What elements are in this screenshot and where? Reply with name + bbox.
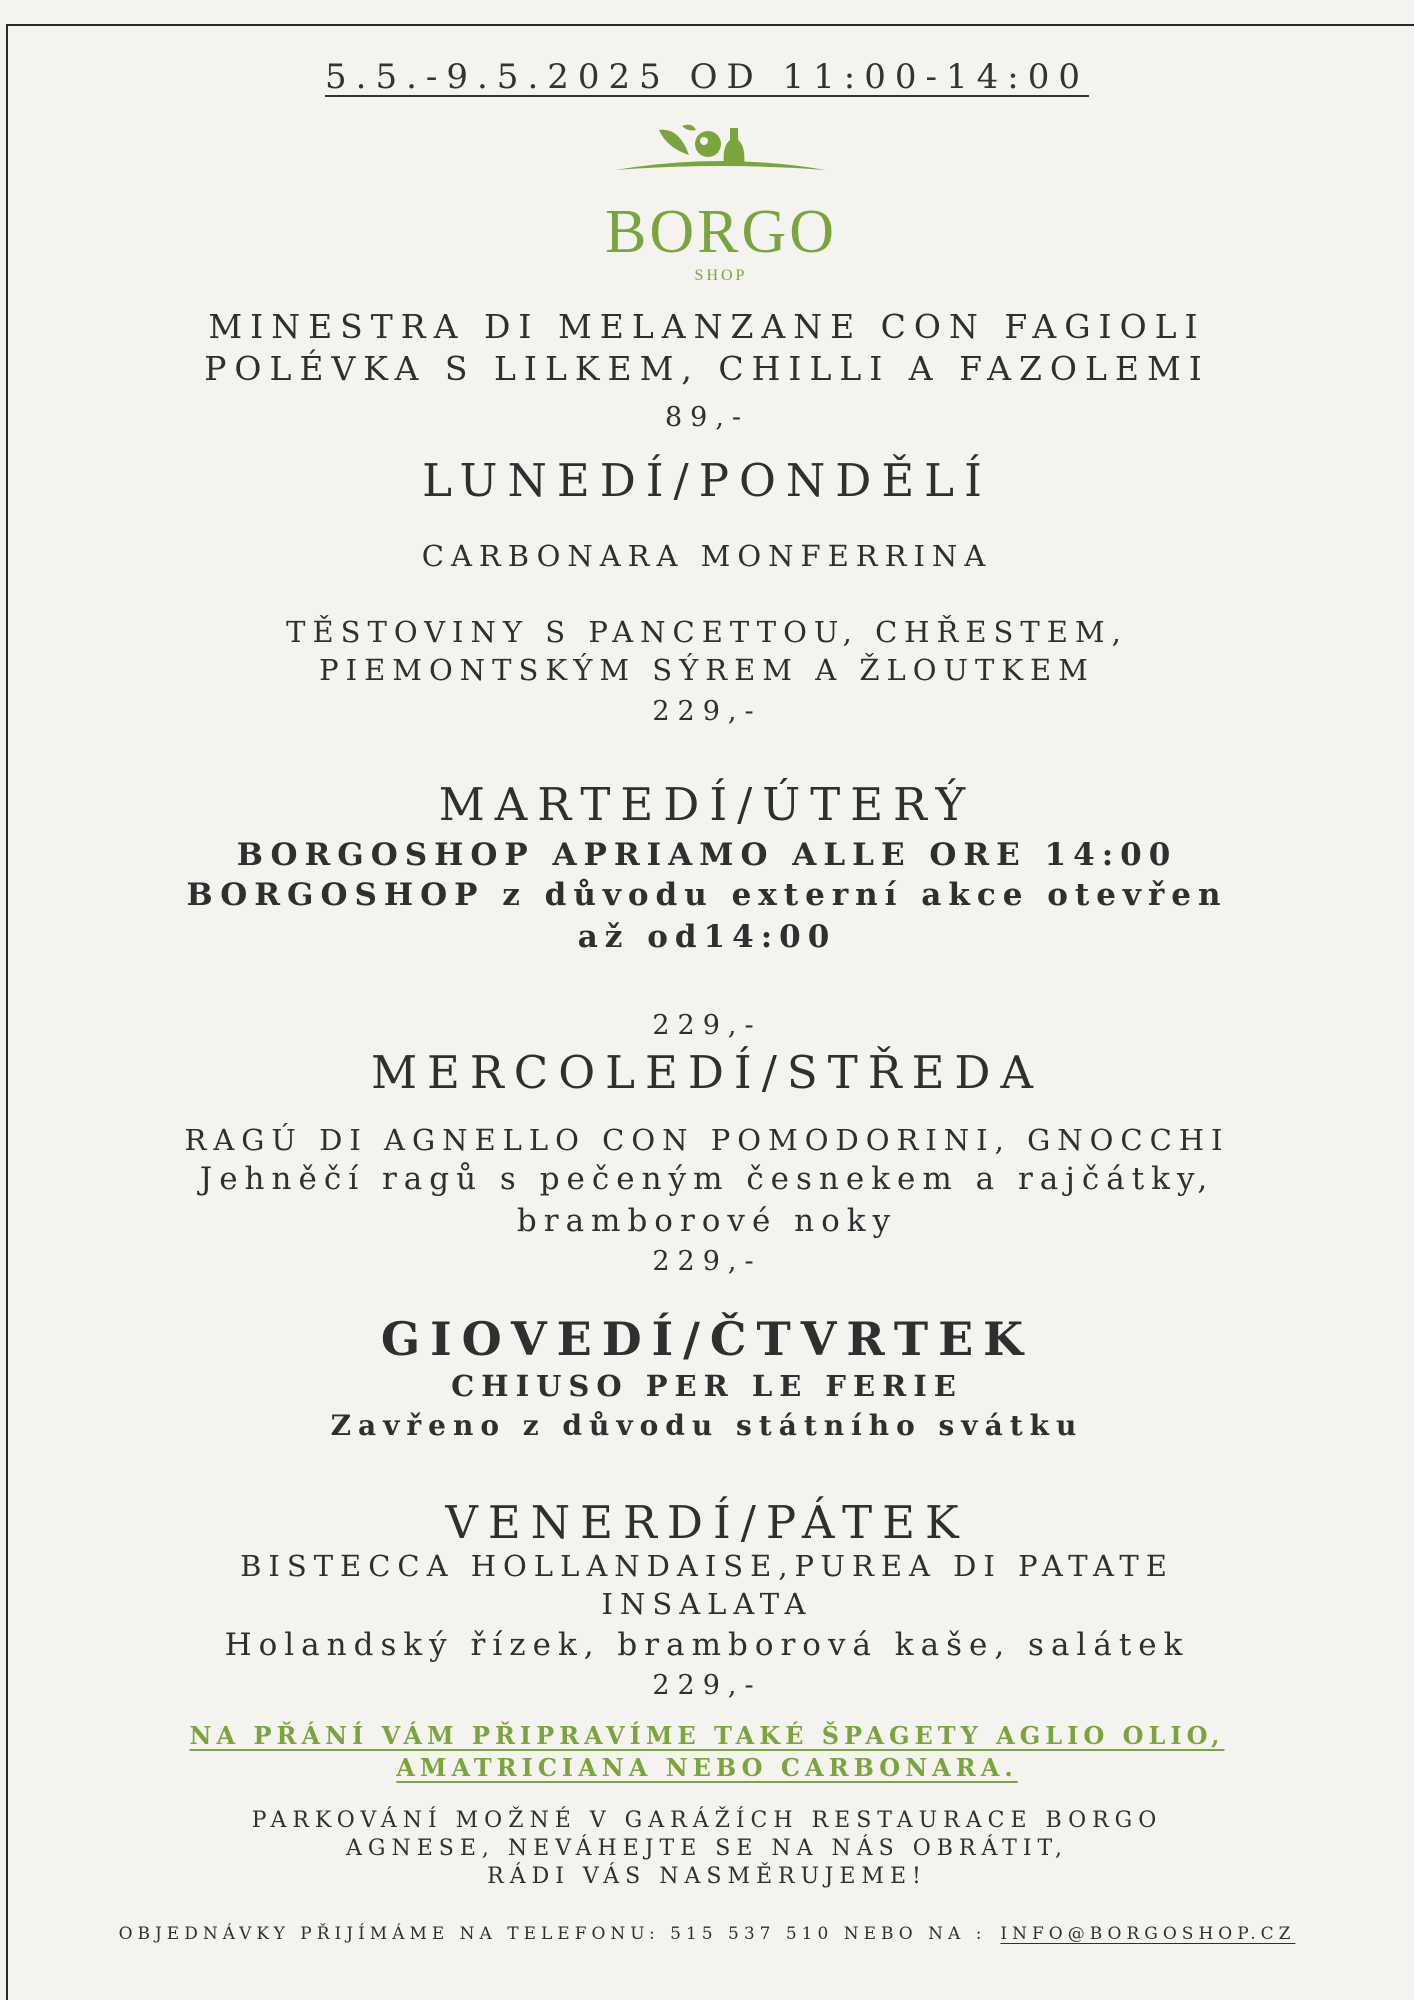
- monday-dish-it: CARBONARA MONFERRINA: [421, 539, 993, 573]
- logo-brand-text: BORGO: [604, 198, 838, 266]
- thursday-note-it: CHIUSO PER LE FERIE: [451, 1369, 963, 1403]
- friday-heading: VENERDÍ/PÁTEK: [445, 1496, 969, 1549]
- tuesday-note-cz-2: až od14:00: [577, 919, 837, 955]
- wednesday-dish-cz-1: Jehněčí ragů s pečeným česnekem a rajčátky,: [199, 1161, 1215, 1197]
- monday-dish-cz-2: PIEMONTSKÝM SÝREM A ŽLOUTKEM: [319, 653, 1095, 687]
- tuesday-heading: MARTEDÍ/ÚTERÝ: [438, 778, 976, 831]
- wednesday-dish-cz-2: bramborové noky: [516, 1203, 898, 1239]
- order-contact-line: [0, 1926, 1414, 1943]
- special-offer-line-1: NA PŘÁNÍ VÁM PŘIPRAVÍME TAKÉ ŠPAGETY AGLIO OLIO,: [189, 1721, 1225, 1750]
- parking-line-1: PARKOVÁNÍ MOŽNÉ V GARÁŽÍCH RESTAURACE BORGO: [251, 1808, 1163, 1833]
- friday-dish-it-1: BISTECCA HOLLANDAISE,PUREA DI PATATE: [240, 1549, 1174, 1583]
- friday-dish-it-2: INSALATA: [601, 1587, 813, 1621]
- soup-name-cz: POLÉVKA S LILKEM, CHILLI A FAZOLEMI: [204, 349, 1210, 388]
- monday-price: 229,-: [652, 696, 762, 727]
- soup-name-it: MINESTRA DI MELANZANE CON FAGIOLI: [208, 307, 1206, 346]
- thursday-note-cz: Zavřeno z důvodu státního svátku: [330, 1409, 1084, 1442]
- thursday-heading: GIOVEDÍ/ČTVRTEK: [380, 1312, 1034, 1366]
- special-offer-line-2: AMATRICIANA NEBO CARBONARA.: [396, 1753, 1018, 1782]
- date-range: 5.5.-9.5.2025 OD 11:00-14:00: [325, 57, 1089, 97]
- parking-line-3: RÁDI VÁS NASMĚRUJEME!: [487, 1864, 927, 1889]
- borgo-shop-logo: [556, 122, 886, 287]
- friday-dish-cz: Holandský řízek, bramborová kaše, salátek: [224, 1627, 1190, 1663]
- monday-heading: LUNEDÍ/PONDĚLÍ: [422, 454, 992, 507]
- wednesday-heading: MERCOLEDÍ/STŘEDA: [370, 1046, 1044, 1099]
- wednesday-dish-it: RAGÚ DI AGNELLO CON POMODORINI, GNOCCHI: [184, 1123, 1230, 1157]
- tuesday-note-cz-1: BORGOSHOP z důvodu externí akce otevřen: [186, 877, 1228, 913]
- friday-price: 229,-: [652, 1670, 762, 1701]
- logo-sub-text: SHOP: [694, 267, 748, 284]
- order-phone-text: OBJEDNÁVKY PŘIJÍMÁME NA TELEFONU: 515 537 510 NEBO NA :: [118, 1924, 987, 1944]
- monday-dish-cz-1: TĚSTOVINY S PANCETTOU, CHŘESTEM,: [286, 615, 1128, 649]
- tuesday-price: 229,-: [652, 1010, 762, 1041]
- soup-price: 89,-: [664, 402, 750, 433]
- order-email-link[interactable]: INFO@BORGOSHOP.CZ: [1000, 1924, 1296, 1944]
- tuesday-note-it: BORGOSHOP APRIAMO ALLE ORE 14:00: [236, 837, 1178, 873]
- wednesday-price: 229,-: [652, 1246, 762, 1277]
- parking-line-2: AGNESE, NEVÁHEJTE SE NA NÁS OBRÁTIT,: [346, 1836, 1068, 1861]
